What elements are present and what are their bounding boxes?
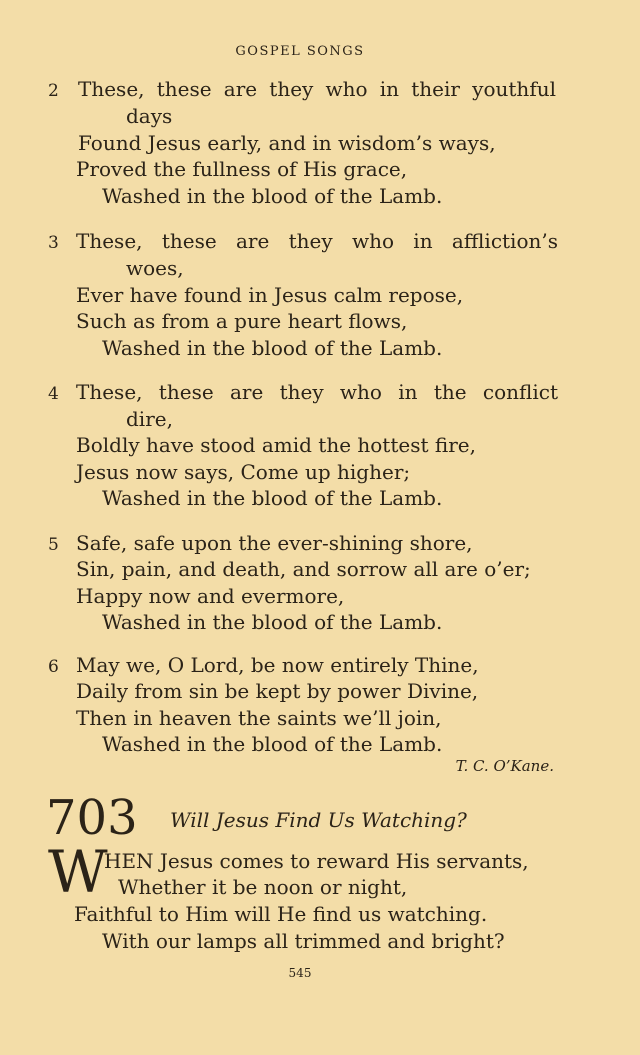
hymn-number: 703 [46, 790, 138, 846]
verse-line: These, these are they who in affliction’s [76, 229, 558, 253]
author-attribution: T. C. O’Kane. [455, 757, 554, 775]
verse-line: Jesus now says, Come up higher; [76, 460, 411, 484]
verse-line: Safe, safe upon the ever-shining shore, [76, 531, 473, 555]
verse-number: 5 [48, 535, 59, 555]
drop-cap: W [48, 838, 108, 906]
hymn-line: Faithful to Him will He find us watching. [74, 902, 488, 926]
verse-refrain: Washed in the blood of the Lamb. [102, 184, 443, 208]
verse-line: Sin, pain, and death, and sorrow all are o’er; [76, 557, 531, 581]
verse-line: dire, [126, 407, 173, 431]
verse-line: Proved the fullness of His grace, [76, 157, 408, 181]
verse-number: 3 [48, 233, 59, 253]
verse-line: May we, O Lord, be now entirely Thine, [76, 653, 479, 677]
hymn-line: HEN Jesus comes to reward His servants, [104, 849, 529, 873]
running-head: GOSPEL SONGS [235, 44, 365, 59]
verse-line: woes, [126, 256, 184, 280]
hymn-line: Whether it be noon or night, [118, 875, 408, 899]
verse-number: 2 [48, 81, 59, 101]
verse-line: Boldly have stood amid the hottest fire, [76, 433, 476, 457]
verse-line: Ever have found in Jesus calm repose, [76, 283, 464, 307]
verse-refrain: Washed in the blood of the Lamb. [102, 610, 443, 634]
verse-line: Found Jesus early, and in wisdom’s ways, [78, 131, 496, 155]
verse-refrain: Washed in the blood of the Lamb. [102, 732, 443, 756]
verse-line: These, these are they who in their youthful [78, 77, 556, 101]
verse-line: Daily from sin be kept by power Divine, [76, 679, 479, 703]
verse-number: 6 [48, 657, 59, 677]
verse-line: Such as from a pure heart flows, [76, 309, 408, 333]
page-number: 545 [288, 966, 312, 980]
hymn-line: With our lamps all trimmed and bright? [102, 929, 505, 953]
verse-number: 4 [48, 384, 59, 404]
hymn-title: Will Jesus Find Us Watching? [170, 808, 467, 832]
verse-line: days [126, 104, 173, 128]
verse-refrain: Washed in the blood of the Lamb. [102, 336, 443, 360]
verse-line: These, these are they who in the conflict [76, 380, 558, 404]
verse-line: Happy now and evermore, [76, 584, 345, 608]
verse-line: Then in heaven the saints we’ll join, [76, 706, 442, 730]
verse-refrain: Washed in the blood of the Lamb. [102, 486, 443, 510]
